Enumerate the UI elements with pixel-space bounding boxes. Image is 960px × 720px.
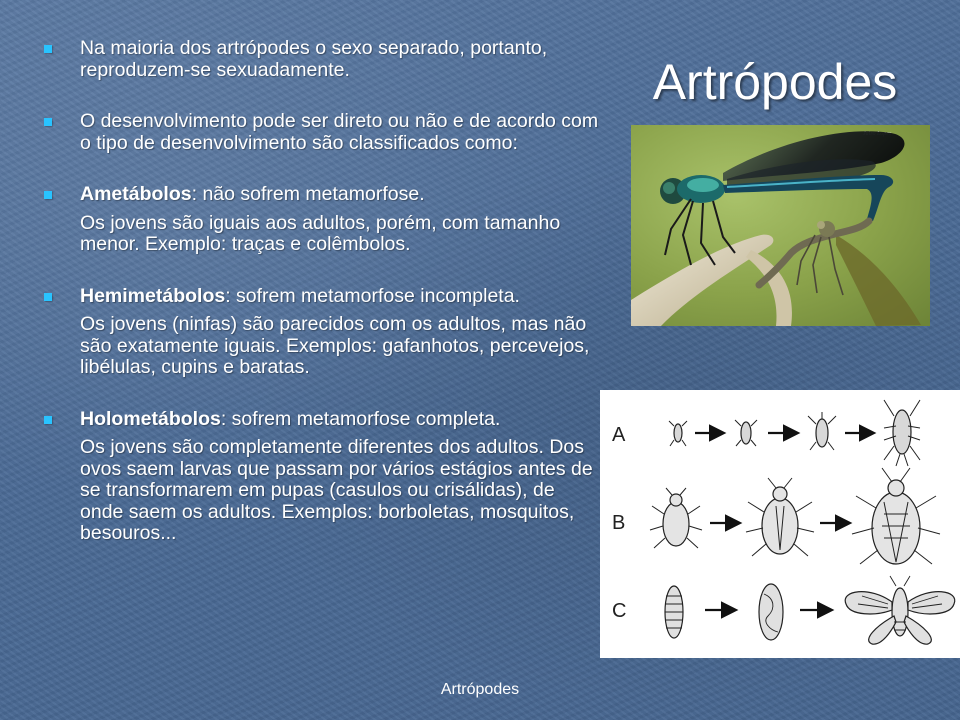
bullet-text: : sofrem metamorfose completa. [220, 407, 501, 430]
bullet-text: O desenvolvimento pode ser direto ou não e de acordo com o tipo de desenvolvimento são classificados como: [80, 110, 599, 154]
bullet-text: Na maioria dos artrópodes o sexo separado, portanto, reproduzem-se sexuadamente. [80, 37, 548, 81]
content-text-box [40, 38, 600, 545]
square-bullet-icon [44, 416, 52, 424]
square-bullet-icon [44, 191, 52, 199]
bullet-item [40, 184, 600, 206]
bullet-detail: Os jovens são iguais aos adultos, porém, com tamanho menor. Exemplo: traças e colêmbolos. [80, 211, 561, 255]
bullet-text: : não sofrem metamorfose. [191, 183, 425, 205]
bullet-detail: Os jovens são completamente diferentes dos adultos. Dos ovos saem larvas que passam por vários estágios antes de se transformarem em pupas (casulos ou crisálidas), de onde saem os adultos. Exemplos: borboletas, mosquitos, besouros... [80, 436, 593, 544]
bullet-text: : sofrem metamorfose incompleta. [225, 284, 520, 307]
bullet-item [40, 111, 600, 154]
bullet-term: Holometábolos [80, 407, 221, 430]
bullet-term: Hemimetábolos [80, 284, 226, 307]
dragonfly-photo [631, 125, 930, 326]
row-label-c: C [612, 600, 627, 622]
slide-title: Artrópodes [652, 54, 898, 110]
row-label-b: B [612, 512, 626, 534]
row-label-a: A [612, 424, 626, 446]
square-bullet-icon [44, 293, 52, 301]
metamorphosis-diagram [600, 390, 960, 658]
bullet-item [40, 409, 600, 431]
bullet-term: Ametábolos [80, 183, 192, 205]
bullet-item [40, 38, 600, 81]
square-bullet-icon [44, 45, 52, 53]
bullet-detail: Os jovens (ninfas) são parecidos com os adultos, mas não são exatamente iguais. Exemplos: gafanhotos, percevejos, libélulas, cupins e baratas. [80, 313, 590, 378]
slide-footer: Artrópodes [440, 681, 520, 698]
square-bullet-icon [44, 118, 52, 126]
bullet-item [40, 286, 600, 308]
